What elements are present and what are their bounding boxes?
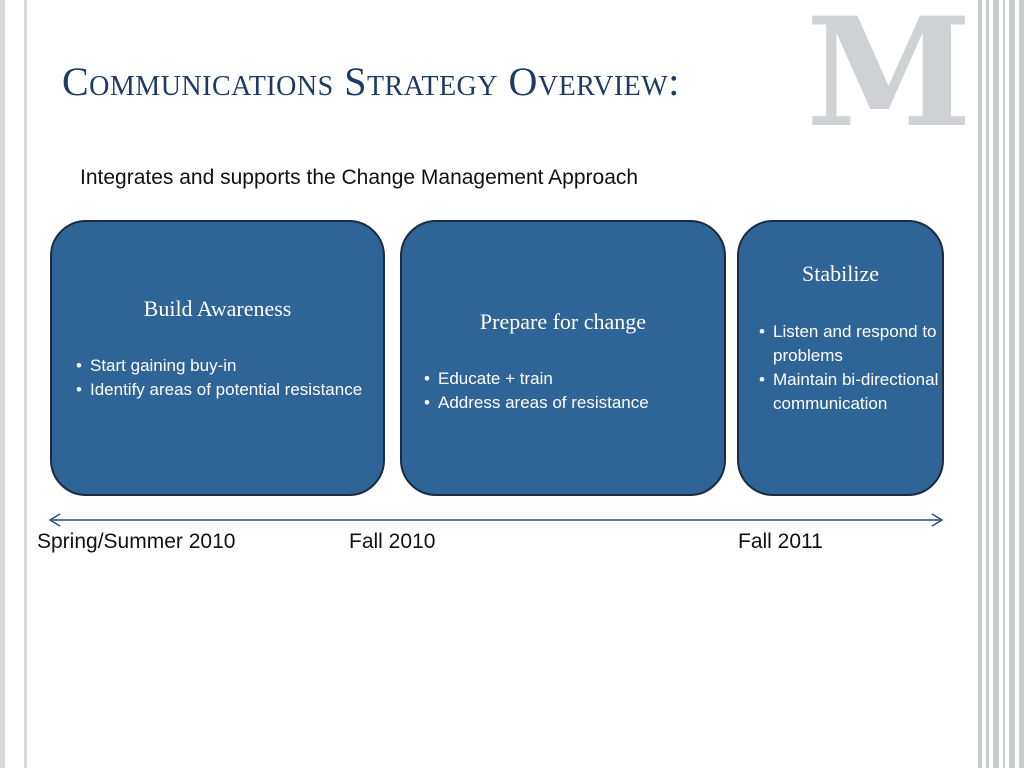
phase-title: Stabilize bbox=[802, 261, 879, 286]
timeline-label-spring-summer-2010: Spring/Summer 2010 bbox=[37, 530, 236, 553]
phase-bullet: • Identify areas of potential resistance bbox=[76, 378, 366, 402]
phase-title: Prepare for change bbox=[479, 309, 647, 334]
right-border-stripes bbox=[978, 0, 1024, 768]
phase-bullet: • Listen and respond to problems bbox=[759, 320, 939, 368]
phase-bullet: • Educate + train bbox=[424, 367, 720, 391]
phase-box-prepare-for-change bbox=[400, 220, 726, 496]
right-stripe bbox=[986, 0, 989, 768]
phase-bullet-list bbox=[424, 367, 720, 415]
timeline-arrow bbox=[44, 508, 948, 532]
phase-bullet: • Address areas of resistance bbox=[424, 391, 720, 415]
phase-bullet: • Maintain bi-directional communication bbox=[759, 368, 939, 416]
phase-bullet-list bbox=[759, 320, 939, 416]
university-logo: M bbox=[805, 10, 971, 136]
timeline-label-fall-2010: Fall 2010 bbox=[349, 530, 436, 553]
timeline-label-fall-2011: Fall 2011 bbox=[738, 530, 823, 553]
phase-bullet: • Start gaining buy-in bbox=[76, 354, 366, 378]
slide-title: Communications Strategy Overview: bbox=[62, 59, 680, 104]
phase-bullet-list bbox=[76, 354, 366, 402]
phase-box-stabilize bbox=[737, 220, 944, 496]
left-border-line bbox=[24, 0, 27, 768]
right-stripe bbox=[1019, 0, 1024, 768]
right-stripe bbox=[1009, 0, 1015, 768]
phase-box-build-awareness bbox=[50, 220, 385, 496]
left-border-bar bbox=[0, 0, 5, 768]
right-stripe bbox=[978, 0, 982, 768]
slide-subtitle: Integrates and supports the Change Management Approach bbox=[80, 166, 639, 189]
right-stripe bbox=[993, 0, 999, 768]
phase-title: Build Awareness bbox=[143, 296, 292, 321]
right-stripe bbox=[1003, 0, 1005, 768]
